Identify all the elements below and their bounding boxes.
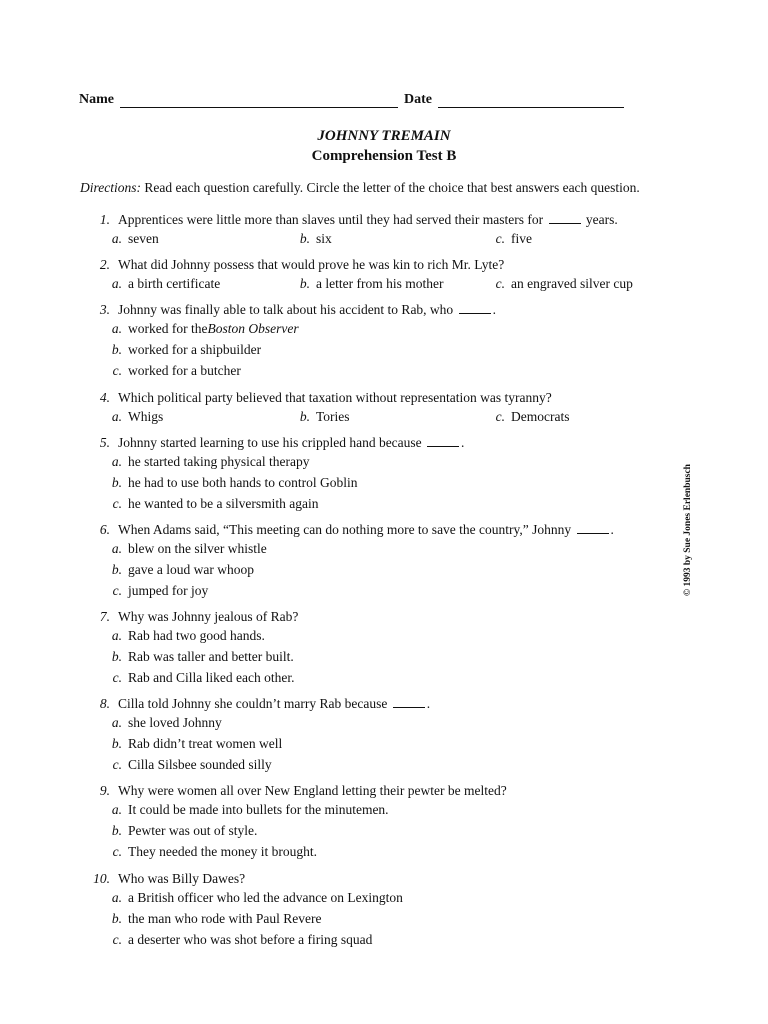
question-number: 2. xyxy=(99,257,110,272)
question-number: 5. xyxy=(99,435,110,450)
choice-b[interactable]: b. gave a loud war whoop xyxy=(111,562,254,577)
choice-c[interactable]: c. a deserter who was shot before a firing squad xyxy=(112,932,373,947)
choice-a[interactable]: a. a birth certificate xyxy=(111,276,221,291)
choice-b[interactable]: b. a letter from his mother xyxy=(299,276,444,291)
choice-b[interactable]: b. worked for a shipbuilder xyxy=(111,342,262,357)
question-text: When Adams said, “This meeting can do nothing more to save the country,” Johnny . xyxy=(118,522,614,537)
choice-a[interactable]: a. blew on the silver whistle xyxy=(111,541,267,556)
question-3 xyxy=(80,302,660,381)
question-number: 4. xyxy=(99,390,110,405)
question-text: Why were women all over New England letting their pewter be melted? xyxy=(118,783,507,798)
choice-a[interactable]: a. Rab had two good hands. xyxy=(111,628,265,643)
answer-blank xyxy=(549,212,581,224)
choice-a[interactable]: a. a British officer who led the advance on Lexington xyxy=(111,890,403,905)
question-text: Who was Billy Dawes? xyxy=(118,871,246,886)
choice-a[interactable]: a. Whigs xyxy=(111,409,164,424)
question-text: Which political party believed that taxation without representation was tyranny? xyxy=(118,390,552,405)
question-text: Cilla told Johnny she couldn’t marry Rab because . xyxy=(118,696,431,711)
question-10 xyxy=(80,871,660,950)
question-text: Johnny started learning to use his crippled hand because . xyxy=(118,435,465,450)
question-number: 6. xyxy=(99,522,110,537)
question-8 xyxy=(80,696,660,775)
choice-b[interactable]: b. Tories xyxy=(299,409,350,424)
choice-a[interactable]: a. seven xyxy=(111,231,159,246)
choice-a[interactable]: a. worked for the Boston Observer xyxy=(111,321,299,336)
answer-blank xyxy=(393,696,425,708)
question-number: 8. xyxy=(99,696,110,711)
choice-b[interactable]: b. the man who rode with Paul Revere xyxy=(111,911,322,926)
date-blank[interactable] xyxy=(438,93,624,108)
choice-c[interactable]: c. he wanted to be a silversmith again xyxy=(112,496,319,511)
choice-c[interactable]: c. Rab and Cilla liked each other. xyxy=(112,670,295,685)
choice-c[interactable]: c. an engraved silver cup xyxy=(495,276,633,291)
choice-a[interactable]: a. he started taking physical therapy xyxy=(111,454,310,469)
answer-blank xyxy=(427,435,459,447)
choice-b[interactable]: b. Rab didn’t treat women well xyxy=(111,736,283,751)
choice-c[interactable]: c. worked for a butcher xyxy=(112,363,241,378)
name-label: Name xyxy=(79,92,114,107)
question-9 xyxy=(80,783,660,862)
question-number: 9. xyxy=(99,783,110,798)
choice-b[interactable]: b. Pewter was out of style. xyxy=(111,823,258,838)
question-text: Why was Johnny jealous of Rab? xyxy=(118,609,299,624)
choice-c[interactable]: c. Democrats xyxy=(495,409,570,424)
choice-a[interactable]: a. she loved Johnny xyxy=(111,715,222,730)
question-number: 7. xyxy=(99,609,110,624)
page-subtitle: Comprehension Test B xyxy=(311,148,457,164)
question-1 xyxy=(80,212,660,249)
choice-b[interactable]: b. he had to use both hands to control Goblin xyxy=(111,475,358,490)
choice-c[interactable]: c. Cilla Silsbee sounded silly xyxy=(112,757,272,772)
choice-c[interactable]: c. jumped for joy xyxy=(112,583,209,598)
question-number: 3. xyxy=(99,302,110,317)
question-text: What did Johnny possess that would prove he was kin to rich Mr. Lyte? xyxy=(118,257,505,272)
date-label: Date xyxy=(404,92,432,107)
header-line xyxy=(79,92,639,108)
question-text: Apprentices were little more than slaves until they had served their masters for years. xyxy=(118,212,618,227)
question-6 xyxy=(80,522,660,601)
question-number: 10. xyxy=(93,871,110,886)
page-title: JOHNNY TREMAIN xyxy=(317,128,451,144)
directions-text: Read each question carefully. Circle the letter of the choice that best answers each question. xyxy=(141,180,640,195)
choice-b[interactable]: b. Rab was taller and better built. xyxy=(111,649,294,664)
directions xyxy=(80,180,640,196)
directions-label: Directions: xyxy=(80,180,141,195)
choice-c[interactable]: c. They needed the money it brought. xyxy=(112,844,317,859)
question-4 xyxy=(80,390,660,427)
answer-blank xyxy=(577,522,609,534)
choice-b[interactable]: b. six xyxy=(299,231,332,246)
answer-blank xyxy=(459,302,491,314)
question-number: 1. xyxy=(99,212,110,227)
question-5 xyxy=(80,435,660,514)
title-block xyxy=(0,126,768,166)
copyright-notice: © 1993 by Sue Jones Erlenbusch xyxy=(683,464,693,596)
name-blank[interactable] xyxy=(120,93,398,108)
choice-a[interactable]: a. It could be made into bullets for the minutemen. xyxy=(111,802,389,817)
question-text: Johnny was finally able to talk about his accident to Rab, who . xyxy=(118,302,496,317)
choice-c[interactable]: c. five xyxy=(495,231,532,246)
question-2 xyxy=(80,257,660,294)
question-7 xyxy=(80,609,660,688)
